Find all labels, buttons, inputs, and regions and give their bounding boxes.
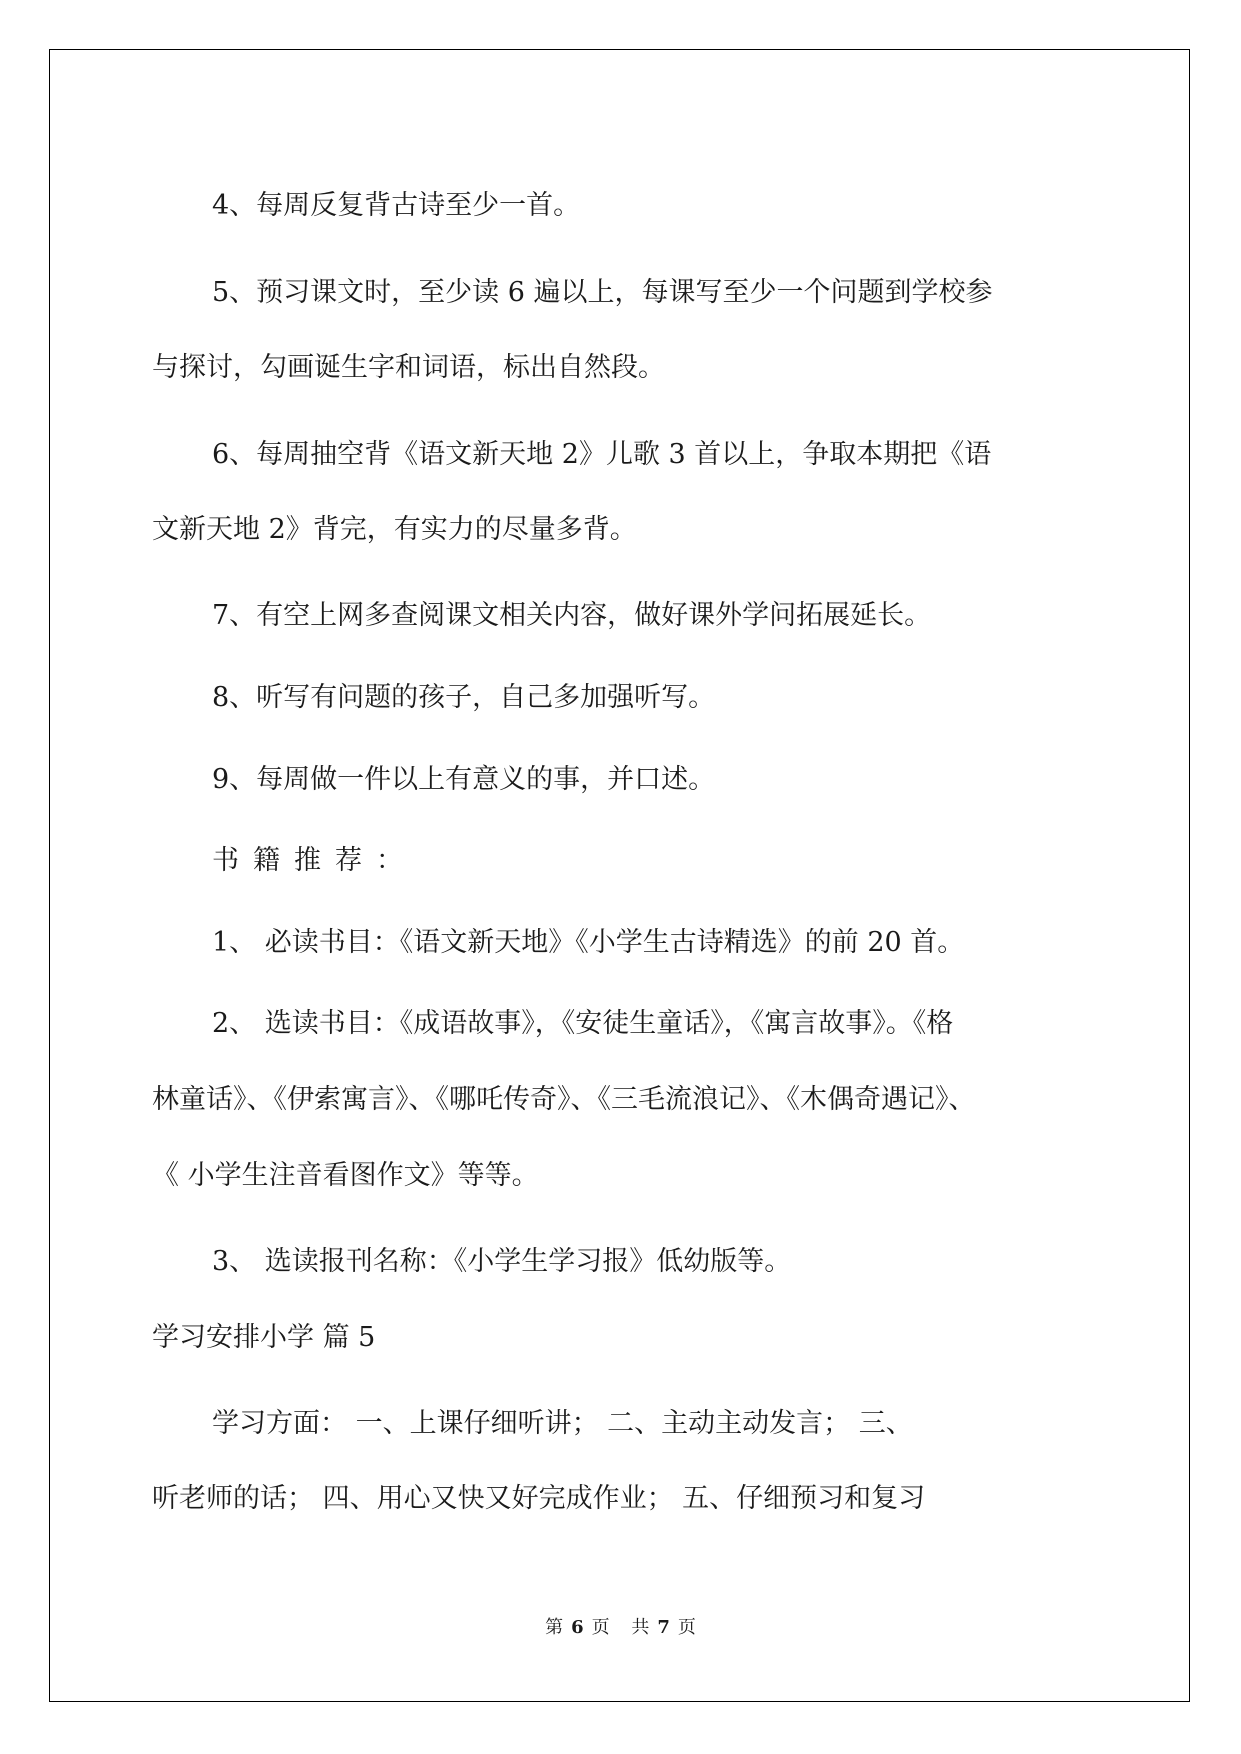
paragraph-line: 与探讨，勾画诞生字和词语，标出自然段。 <box>152 352 665 383</box>
paragraph-line: 9、每周做一件以上有意义的事，并口述。 <box>212 764 716 795</box>
paragraph-line: 7、有空上网多查阅课文相关内容，做好课外学问拓展延长。 <box>212 600 932 631</box>
paragraph-line: 学习方面： 一、上课仔细听讲； 二、主动主动发言； 三、 <box>212 1408 913 1439</box>
paragraph-line: 文新天地 2》背完，有实力的尽量多背。 <box>152 514 637 545</box>
paragraph-line: 《 小学生注音看图作文》等等。 <box>152 1160 539 1191</box>
paragraph-line: 8、听写有问题的孩子，自己多加强听写。 <box>212 682 716 713</box>
section-heading: 书籍推荐： <box>212 845 417 876</box>
section-title: 学习安排小学 篇 5 <box>152 1322 376 1353</box>
paragraph-line: 6、每周抽空背《语文新天地 2》儿歌 3 首以上，争取本期把《语 <box>212 439 992 470</box>
paragraph-line: 听老师的话； 四、用心又快又好完成作业； 五、仔细预习和复习 <box>152 1483 926 1514</box>
page-footer <box>0 1613 1241 1639</box>
paragraph-line: 3、 选读报刊名称：《小学生学习报》低幼版等。 <box>212 1246 792 1277</box>
paragraph-line: 2、 选读书目：《成语故事》，《安徒生童话》，《寓言故事》。《格 <box>212 1008 954 1039</box>
total-pages: 共 7 页 <box>631 1617 696 1638</box>
paragraph-line: 4、每周反复背古诗至少一首。 <box>212 190 581 221</box>
paragraph-line: 林童话》、《伊索寓言》、《哪吒传奇》、《三毛流浪记》、《木偶奇遇记》、 <box>152 1084 976 1115</box>
page-number: 第 6 页 <box>545 1617 610 1638</box>
paragraph-line: 5、预习课文时，至少读 6 遍以上，每课写至少一个问题到学校参 <box>212 277 993 308</box>
paragraph-line: 1、 必读书目：《语文新天地》《小学生古诗精选》的前 20 首。 <box>212 927 965 958</box>
